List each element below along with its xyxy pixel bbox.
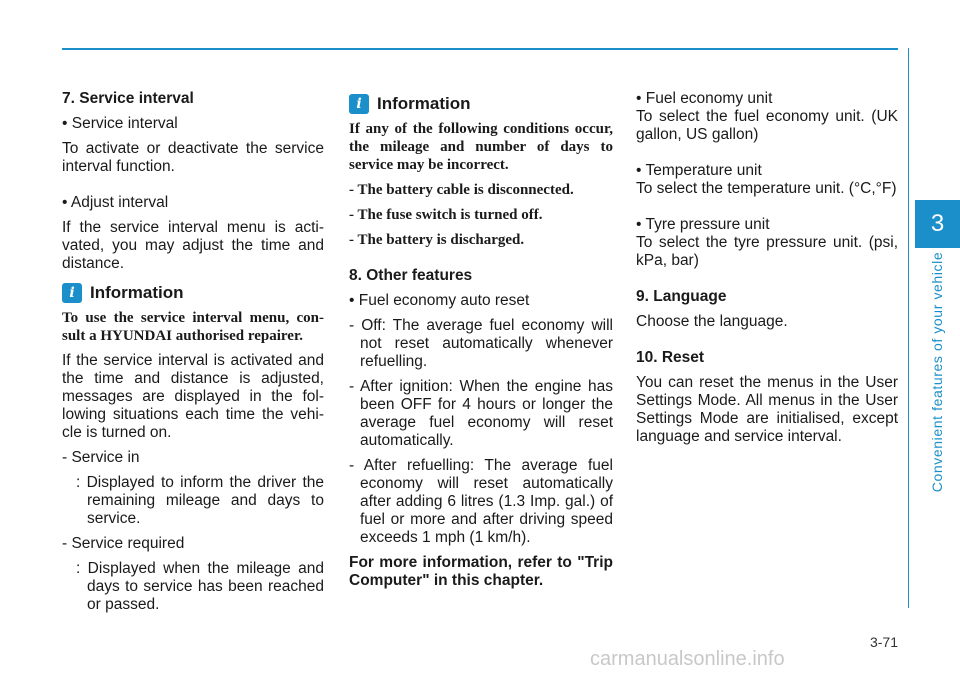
- spacer: [62, 183, 324, 194]
- list-item: - Service required: [62, 535, 185, 552]
- page-number: 3-71: [869, 634, 898, 650]
- section-heading: 8. Other features: [349, 267, 473, 284]
- watermark: carmanualsonline.info: [590, 648, 785, 670]
- paragraph: To select the temperature unit. (°C,°F): [636, 180, 897, 197]
- info-list-item: - The battery cable is disconnected.: [349, 182, 574, 198]
- spacer: [636, 277, 898, 288]
- info-text: If any of the following conditions occur, the mileage and number of days to service may be incorrect.: [349, 121, 613, 173]
- section-heading: 10. Reset: [636, 349, 705, 366]
- paragraph: To activate or deactivate the service interval function.: [62, 140, 324, 175]
- bullet-item: • Service interval: [62, 115, 178, 132]
- side-rule: [908, 48, 909, 608]
- column-3: [636, 90, 898, 453]
- paragraph: To select the tyre pressure unit. (psi, kPa, bar): [636, 234, 898, 269]
- paragraph: To select the fuel economy unit. (UK gallon, US gallon): [636, 108, 898, 143]
- chapter-tab: 3: [915, 200, 960, 248]
- spacer: [349, 256, 613, 267]
- info-title: Information: [377, 94, 471, 113]
- list-item: - After refuelling: The average fuel economy will reset automatically after adding 6 litres (1.3 Imp. gal.) of fuel or more and after driving speed exceeds 1 mph (1 km/h).: [349, 457, 613, 546]
- section-heading: 7. Service interval: [62, 90, 194, 107]
- bullet-item: • Adjust interval: [62, 194, 169, 211]
- bullet-item: • Fuel economy auto reset: [349, 292, 530, 309]
- info-list-item: - The fuse switch is turned off.: [349, 207, 543, 223]
- bullet-item: • Temperature unit: [636, 162, 762, 179]
- paragraph: If the service interval menu is acti-vated, you may adjust the time and distance.: [62, 219, 324, 272]
- list-item: - Service in: [62, 449, 140, 466]
- column-2: [349, 90, 613, 597]
- info-list-item: - The battery is discharged.: [349, 232, 525, 248]
- list-item-detail: : Displayed when the mileage and days to service has been reached or passed.: [76, 560, 324, 613]
- list-item: - After ignition: When the engine has been OFF for 4 hours or longer the average fuel economy will reset automatically.: [349, 378, 613, 449]
- chapter-title: Convenient features of your vehicle: [929, 251, 945, 493]
- info-header: [62, 283, 324, 303]
- spacer: [636, 151, 898, 162]
- info-title: Information: [90, 283, 184, 302]
- info-header: [349, 94, 613, 114]
- list-item-detail: : Displayed to inform the driver the remaining mileage and days to service.: [76, 474, 324, 527]
- paragraph: If the service interval is activated and the time and distance is adjusted, messages are displayed in the fol-lowing situations each time the vehi-cle is turned on.: [62, 352, 324, 441]
- info-i-icon: i: [62, 283, 82, 303]
- bullet-item: • Tyre pressure unit: [636, 216, 770, 233]
- paragraph: Choose the language.: [636, 313, 788, 330]
- cross-reference: For more information, refer to "Trip Computer" in this chapter.: [349, 554, 613, 589]
- paragraph: You can reset the menus in the User Settings Mode. All menus in the User Settings Mode are initialised, except language and service interval.: [636, 374, 898, 445]
- top-rule: [62, 48, 898, 50]
- spacer: [636, 338, 898, 349]
- column-1: [62, 90, 324, 621]
- info-text: To use the service interval menu, con-sult a HYUNDAI authorised repairer.: [62, 310, 324, 344]
- section-heading: 9. Language: [636, 288, 727, 305]
- spacer: [636, 205, 898, 216]
- list-item: - Off: The average fuel economy will not reset automatically whenever refuelling.: [349, 317, 613, 370]
- info-i-icon: i: [349, 94, 369, 114]
- bullet-item: • Fuel economy unit: [636, 90, 773, 107]
